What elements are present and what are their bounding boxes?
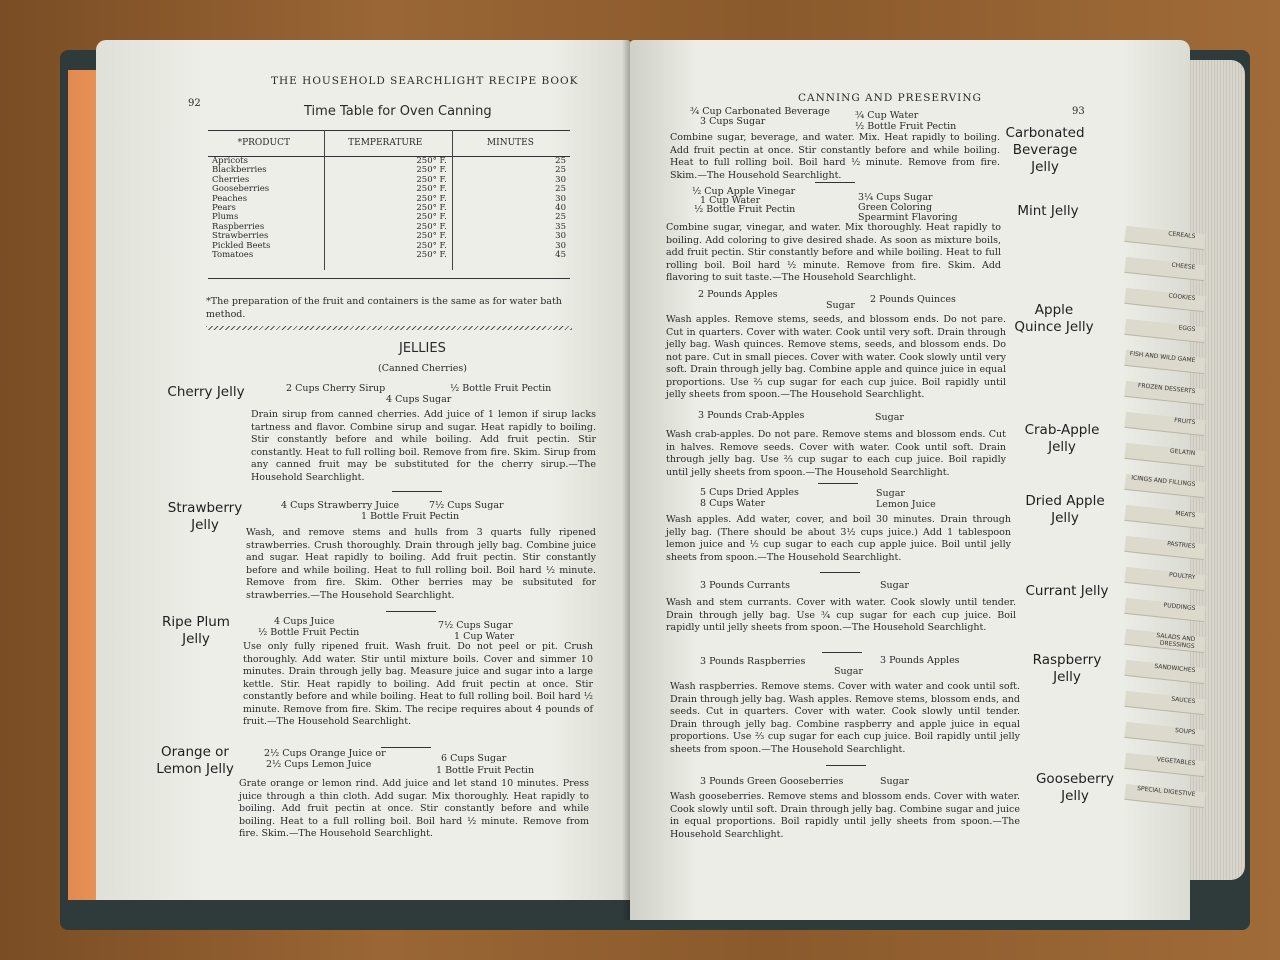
minutes-cell: 45 (555, 250, 566, 261)
ingredient: 3 Pounds Raspberries (700, 656, 806, 667)
product-cell: Cherries (212, 174, 250, 185)
minutes-cell: 25 (555, 212, 566, 223)
index-tab[interactable]: EGGS (1124, 319, 1205, 343)
ingredient: 4 Cups Sugar (386, 394, 452, 405)
ingredient: 1 Bottle Fruit Pectin (436, 765, 535, 776)
product-cell: Pears (212, 203, 236, 214)
ingredient: 2 Pounds Apples (698, 289, 778, 300)
side-label-currant: Currant Jelly (1025, 583, 1109, 599)
table-row (208, 251, 570, 260)
minutes-cell: 35 (555, 221, 566, 232)
ingredient: ½ Bottle Fruit Pectin (258, 627, 360, 638)
index-tab[interactable]: FROZEN DESSERTS (1124, 381, 1205, 405)
table-row (208, 185, 570, 194)
recipe-body: Wash apples. Remove stems, seeds, and blossom ends. Do not pare. Cut in quarters. Cover with water. Cook until very soft. Drain through jelly bag. Wash quinces. Remove stems, seeds, and blossom ends. Do not pare. Cut in small pieces. Cover with water. Cook slowly until very soft. Drain through jelly bag. Combine apple and quince juice in equal proportions. Use ⅔ cup sugar for each cup juice. Boil rapidly until jelly sheets from spoon.—The Household Searchlight. (666, 314, 1006, 400)
index-tab[interactable]: COOKIES (1124, 288, 1205, 312)
index-tab[interactable]: FISH AND WILD GAME (1124, 350, 1205, 374)
temperature-cell: 250° F. (416, 193, 447, 204)
ingredient: Lemon Juice (876, 499, 936, 510)
minutes-cell: 30 (555, 231, 566, 242)
ingredient: 1 Bottle Fruit Pectin (361, 511, 460, 522)
running-head: THE HOUSEHOLD SEARCHLIGHT RECIPE BOOK (271, 75, 579, 87)
recipe-body: Wash crab-apples. Do not pare. Remove stems and blossom ends. Cut in halves. Remove seeds. Cover with water. Cook until soft. Drain through jelly bag. Use ⅔ cup sugar to each cup juice. Boil rapidly until jelly sheets from spoon.—The Household Searchlight. (666, 429, 1006, 478)
index-tab[interactable]: GELATIN (1124, 443, 1205, 467)
index-tab[interactable]: SALADS AND DRESSINGS (1124, 629, 1205, 653)
side-label-cherry: Cherry Jelly (167, 384, 245, 400)
product-cell: Apricots (212, 156, 249, 166)
minutes-cell: 30 (555, 174, 566, 185)
product-cell: Blackberries (212, 165, 267, 176)
header-minutes: MINUTES (451, 130, 570, 157)
index-tab[interactable]: PASTRIES (1124, 536, 1205, 560)
temperature-cell: 250° F. (416, 156, 447, 166)
ingredient: 4 Cups Strawberry Juice (281, 500, 400, 511)
ingredient: 3 Pounds Apples (880, 655, 960, 666)
ingredient: 4 Cups Juice (274, 616, 335, 627)
side-label-mint: Mint Jelly (1017, 203, 1079, 219)
product-cell: Pickled Beets (212, 240, 271, 251)
index-tab[interactable]: ICINGS AND FILLINGS (1124, 474, 1205, 498)
minutes-cell: 30 (555, 193, 566, 204)
ingredient: 3 Pounds Currants (700, 580, 790, 591)
ingredient: 2 Cups Cherry Sirup (286, 383, 386, 394)
index-tab[interactable]: POULTRY (1124, 567, 1205, 591)
minutes-cell: 25 (555, 184, 566, 195)
ingredient: Spearmint Flavoring (858, 212, 958, 223)
ingredient: Sugar (880, 580, 909, 591)
product-cell: Strawberries (212, 231, 269, 242)
side-label-apple-quince: Apple Quince Jelly (1014, 302, 1094, 335)
recipe-body: Wash raspberries. Remove stems. Cover with water and cook until soft. Drain through jelly bag. Wash apples. Remove stems, blossom ends, and seeds. Cut in quarters. Cover with water. Cook slowly until tender. Drain through jelly bag. Combine raspberry and apple juice in equal proportions. Use ⅔ cup sugar for each cup juice. Boil rapidly until jelly sheets from spoon.—The Household Searchlight. (670, 681, 1020, 755)
recipe-body: Wash apples. Add water, cover, and boil 30 minutes. Drain through jelly bag. (There should be about 3½ cups juice.) Add 1 tablespoon lemon juice and ½ cup sugar to each cup apple juice. Boil until jelly sheets from spoon.—The Household Searchlight. (666, 514, 1011, 563)
ingredient: Green Coloring (858, 202, 933, 213)
product-cell: Raspberries (212, 221, 265, 232)
minutes-cell: 25 (555, 165, 566, 176)
ingredient: ½ Bottle Fruit Pectin (694, 204, 796, 215)
ingredient: 6 Cups Sugar (441, 753, 507, 764)
index-tab[interactable]: MEATS (1124, 505, 1205, 529)
index-tab[interactable]: CEREALS (1124, 226, 1205, 250)
side-label-dried-apple: Dried Apple Jelly (1025, 493, 1105, 526)
index-tab[interactable]: SANDWICHES (1124, 660, 1205, 684)
ingredient: 2½ Cups Orange Juice or (264, 748, 386, 759)
section-subtitle: (Canned Cherries) (378, 363, 467, 374)
recipe-body: Combine sugar, vinegar, and water. Mix thoroughly. Heat rapidly to boiling. Add coloring to give desired shade. As soon as mixture boils, add fruit pectin. Stir constantly before and while boiling. Heat to full rolling boil. Boil hard ½ minute. Remove from fire. Skim. Add flavoring to suit taste.—The Household Searchlight. (666, 222, 1001, 283)
ingredient: ¾ Cup Carbonated Beverage (690, 106, 830, 117)
side-label-carbonated: Carbonated Beverage Jelly (1005, 125, 1085, 175)
temperature-cell: 250° F. (416, 184, 447, 195)
index-tab[interactable]: PUDDINGS (1124, 598, 1205, 622)
side-label-raspberry: Raspberry Jelly (1032, 652, 1102, 685)
table-body (208, 157, 570, 261)
ingredient: Sugar (834, 666, 863, 677)
ingredient: 3 Cups Sugar (700, 116, 766, 127)
header-product: *PRODUCT (208, 130, 320, 157)
table-note: *The preparation of the fruit and containers is the same as for water bath method. (206, 296, 562, 320)
index-tab[interactable]: SAUCES (1124, 691, 1205, 715)
page-number: 93 (1072, 106, 1085, 117)
temperature-cell: 250° F. (416, 231, 447, 242)
ingredient: ½ Bottle Fruit Pectin (855, 121, 957, 132)
recipe-body: Combine sugar, beverage, and water. Mix. Heat rapidly to boiling. Add fruit pectin at once. Stir constantly before and while boiling. Heat to full rolling boil. Boil hard ½ minute. Remove from fire. Skim.—The Household Searchlight. (670, 132, 1000, 181)
ingredient: Sugar (880, 776, 909, 787)
product-cell: Tomatoes (212, 250, 254, 261)
product-cell: Gooseberries (212, 184, 270, 195)
ingredient: 8 Cups Water (700, 498, 766, 509)
temperature-cell: 250° F. (416, 240, 447, 251)
temperature-cell: 250° F. (416, 203, 447, 214)
canning-table (208, 130, 570, 260)
index-tab[interactable]: VEGETABLES (1124, 753, 1205, 777)
temperature-cell: 250° F. (416, 250, 447, 261)
minutes-cell: 25 (555, 156, 566, 166)
recipe-body: Use only fully ripened fruit. Wash fruit. Do not peel or pit. Crush thoroughly. Add water. Stir until mixture boils. Cover and simmer 10 minutes. Drain through jelly bag. Measure juice and sugar into a large kettle. Stir. Heat rapidly to boiling. Add fruit pectin at once. Stir constantly before and while boiling. Heat to full rolling boil. Boil hard ½ minute. Remove from fire. Skim. The recipe requires about 4 pounds of fruit.—The Household Searchlight. (243, 641, 593, 727)
ingredient: Sugar (826, 300, 855, 311)
ingredient: 2 Pounds Quinces (870, 294, 956, 305)
side-label-crab-apple: Crab-Apple Jelly (1024, 422, 1100, 455)
ingredient: ¾ Cup Water (855, 110, 919, 121)
table-title: Time Table for Oven Canning (304, 104, 492, 119)
ingredient: 2½ Cups Lemon Juice (266, 759, 372, 770)
side-label-orange-lemon: Orange or Lemon Jelly (156, 744, 234, 777)
ingredient: 3 Pounds Crab-Apples (698, 410, 805, 421)
index-tab[interactable]: SOUPS (1124, 722, 1205, 746)
index-tab[interactable]: FRUITS (1124, 412, 1205, 436)
table-row (208, 166, 570, 175)
ingredient: 7½ Cups Sugar (438, 620, 513, 631)
minutes-cell: 30 (555, 240, 566, 251)
recipe-body: Wash and stem currants. Cover with water. Cook slowly until tender. Drain through jelly bag. Use ¾ cup sugar for each cup juice. Boil rapidly until jelly sheets from spoon.—The Household Searchlight. (666, 597, 1016, 633)
page-edges (1185, 60, 1245, 880)
ingredient: 1 Cup Water (700, 195, 761, 206)
index-tab[interactable]: SPECIAL DIGESTIVE (1124, 784, 1205, 808)
ingredient: Sugar (876, 488, 905, 499)
minutes-cell: 40 (555, 203, 566, 214)
right-page (630, 40, 1190, 920)
table-row (208, 242, 570, 251)
ingredient: 1 Cup Water (454, 631, 515, 642)
index-tab[interactable]: CHEESE (1124, 257, 1205, 281)
temperature-cell: 250° F. (416, 221, 447, 232)
temperature-cell: 250° F. (416, 212, 447, 223)
table-row (208, 204, 570, 213)
ingredient: ½ Bottle Fruit Pectin (450, 383, 552, 394)
ingredient: Sugar (875, 412, 904, 423)
table-row (208, 195, 570, 204)
ingredient: 5 Cups Dried Apples (700, 487, 799, 498)
divider (206, 326, 572, 330)
side-label-ripe-plum: Ripe Plum Jelly (162, 614, 230, 647)
product-cell: Plums (212, 212, 239, 223)
page-number: 92 (188, 98, 201, 109)
recipe-body: Wash, and remove stems and hulls from 3 quarts fully ripened strawberries. Crush thoroughly. Drain through jelly bag. Combine juice and sugar. Heat rapidly to boiling. Add fruit pectin. Stir constantly before and while boiling. Heat to full rolling boil. Boil hard ½ minute. Remove from fire. Skim. Other berries may be subsituted for strawberries.—The Household Searchlight. (246, 527, 596, 601)
side-label-gooseberry: Gooseberry Jelly (1035, 771, 1115, 804)
ingredient: ½ Cup Apple Vinegar (692, 186, 796, 197)
section-title: JELLIES (399, 341, 446, 356)
temperature-cell: 250° F. (416, 174, 447, 185)
side-label-strawberry: Strawberry Jelly (167, 500, 243, 533)
header-temperature: TEMPERATURE (320, 130, 451, 157)
ingredient: 7½ Cups Sugar (429, 500, 504, 511)
ingredient: 3¼ Cups Sugar (858, 192, 933, 203)
ingredient: 3 Pounds Green Gooseberries (700, 776, 844, 787)
temperature-cell: 250° F. (416, 165, 447, 176)
running-head: CANNING AND PRESERVING (798, 92, 982, 104)
left-page (96, 40, 631, 900)
recipe-body: Drain sirup from canned cherries. Add juice of 1 lemon if sirup lacks tartness and flavor. Combine sirup and sugar. Heat rapidly to boiling. Stir constantly before and while boiling. Add fruit pectin. Stir constantly. Heat to full rolling boil. Remove from fire. Skim. Sirup from any canned fruit may be substituted for the cherry sirup.—The Household Searchlight. (251, 409, 596, 483)
recipe-body: Grate orange or lemon rind. Add juice and let stand 10 minutes. Press juice through a thin cloth. Add sugar. Mix thoroughly. Heat rapidly to boiling. Add fruit pectin at once. Stir constantly before and while boiling. Heat to a full rolling boil. Boil hard ½ minute. Remove from fire. Skim.—The Household Searchlight. (239, 778, 589, 839)
recipe-body: Wash gooseberries. Remove stems and blossom ends. Cover with water. Cook slowly until soft. Drain through jelly bag. Combine sugar and juice in equal proportions. Boil rapidly until jelly sheets from spoon.—The Household Searchlight. (670, 791, 1020, 840)
product-cell: Peaches (212, 193, 248, 204)
